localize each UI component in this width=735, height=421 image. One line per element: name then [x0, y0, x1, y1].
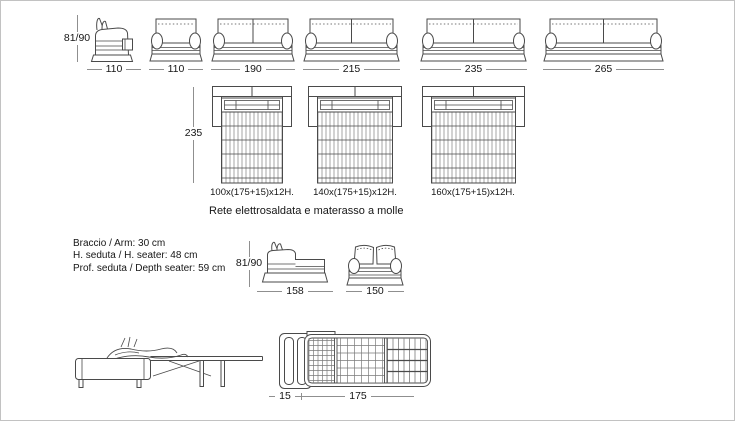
sofa-235-drawing — [420, 16, 527, 62]
mattress-label-160: 160x(175+15)x12H. — [431, 187, 515, 198]
spec-line-arm: Braccio / Arm: 30 cm — [73, 238, 166, 249]
open-bed-160-drawing — [422, 85, 525, 185]
sofa-265-drawing — [543, 16, 664, 62]
bed-length-dim: 175 — [302, 390, 414, 403]
mechanism-side-drawing — [71, 334, 267, 390]
spec-text-block — [73, 238, 225, 275]
width-dim-235: 235 — [420, 63, 527, 76]
open-bed-top-drawing — [277, 330, 433, 392]
loveseat-front-drawing — [346, 240, 404, 286]
height-dim-label-variants: 81/90 — [228, 257, 270, 270]
back-depth-dim: 15 — [269, 390, 301, 403]
width-dim-side-sofa: 110 — [87, 63, 141, 76]
width-dim-loveseat: 150 — [346, 285, 404, 298]
width-dim-110: 110 — [149, 63, 203, 76]
chaise-side-drawing — [259, 240, 331, 286]
mattress-label-140: 140x(175+15)x12H. — [313, 187, 397, 198]
height-dim-label-top: 81/90 — [56, 32, 98, 45]
bed-base-caption: Rete elettrosaldata e materasso a molle — [209, 205, 404, 217]
mattress-label-100: 100x(175+15)x12H. — [210, 187, 294, 198]
spec-line-seat-depth: Prof. seduta / Depth seater: 59 cm — [73, 262, 226, 274]
open-bed-140-drawing — [308, 85, 402, 185]
sofa-215-drawing — [303, 16, 400, 62]
width-dim-265: 265 — [543, 63, 664, 76]
open-bed-100-drawing — [212, 85, 292, 185]
spec-line-seat-height: H. seduta / H. seater: 48 cm — [73, 250, 198, 262]
sofa-110-drawing — [149, 16, 203, 62]
width-dim-chaise: 158 — [257, 285, 333, 298]
sofa-190-drawing — [211, 16, 295, 62]
sofa-side-view-drawing — [87, 14, 141, 63]
depth-dim-label: 235 — [175, 127, 212, 140]
width-dim-215: 215 — [303, 63, 400, 76]
width-dim-190: 190 — [211, 63, 295, 76]
